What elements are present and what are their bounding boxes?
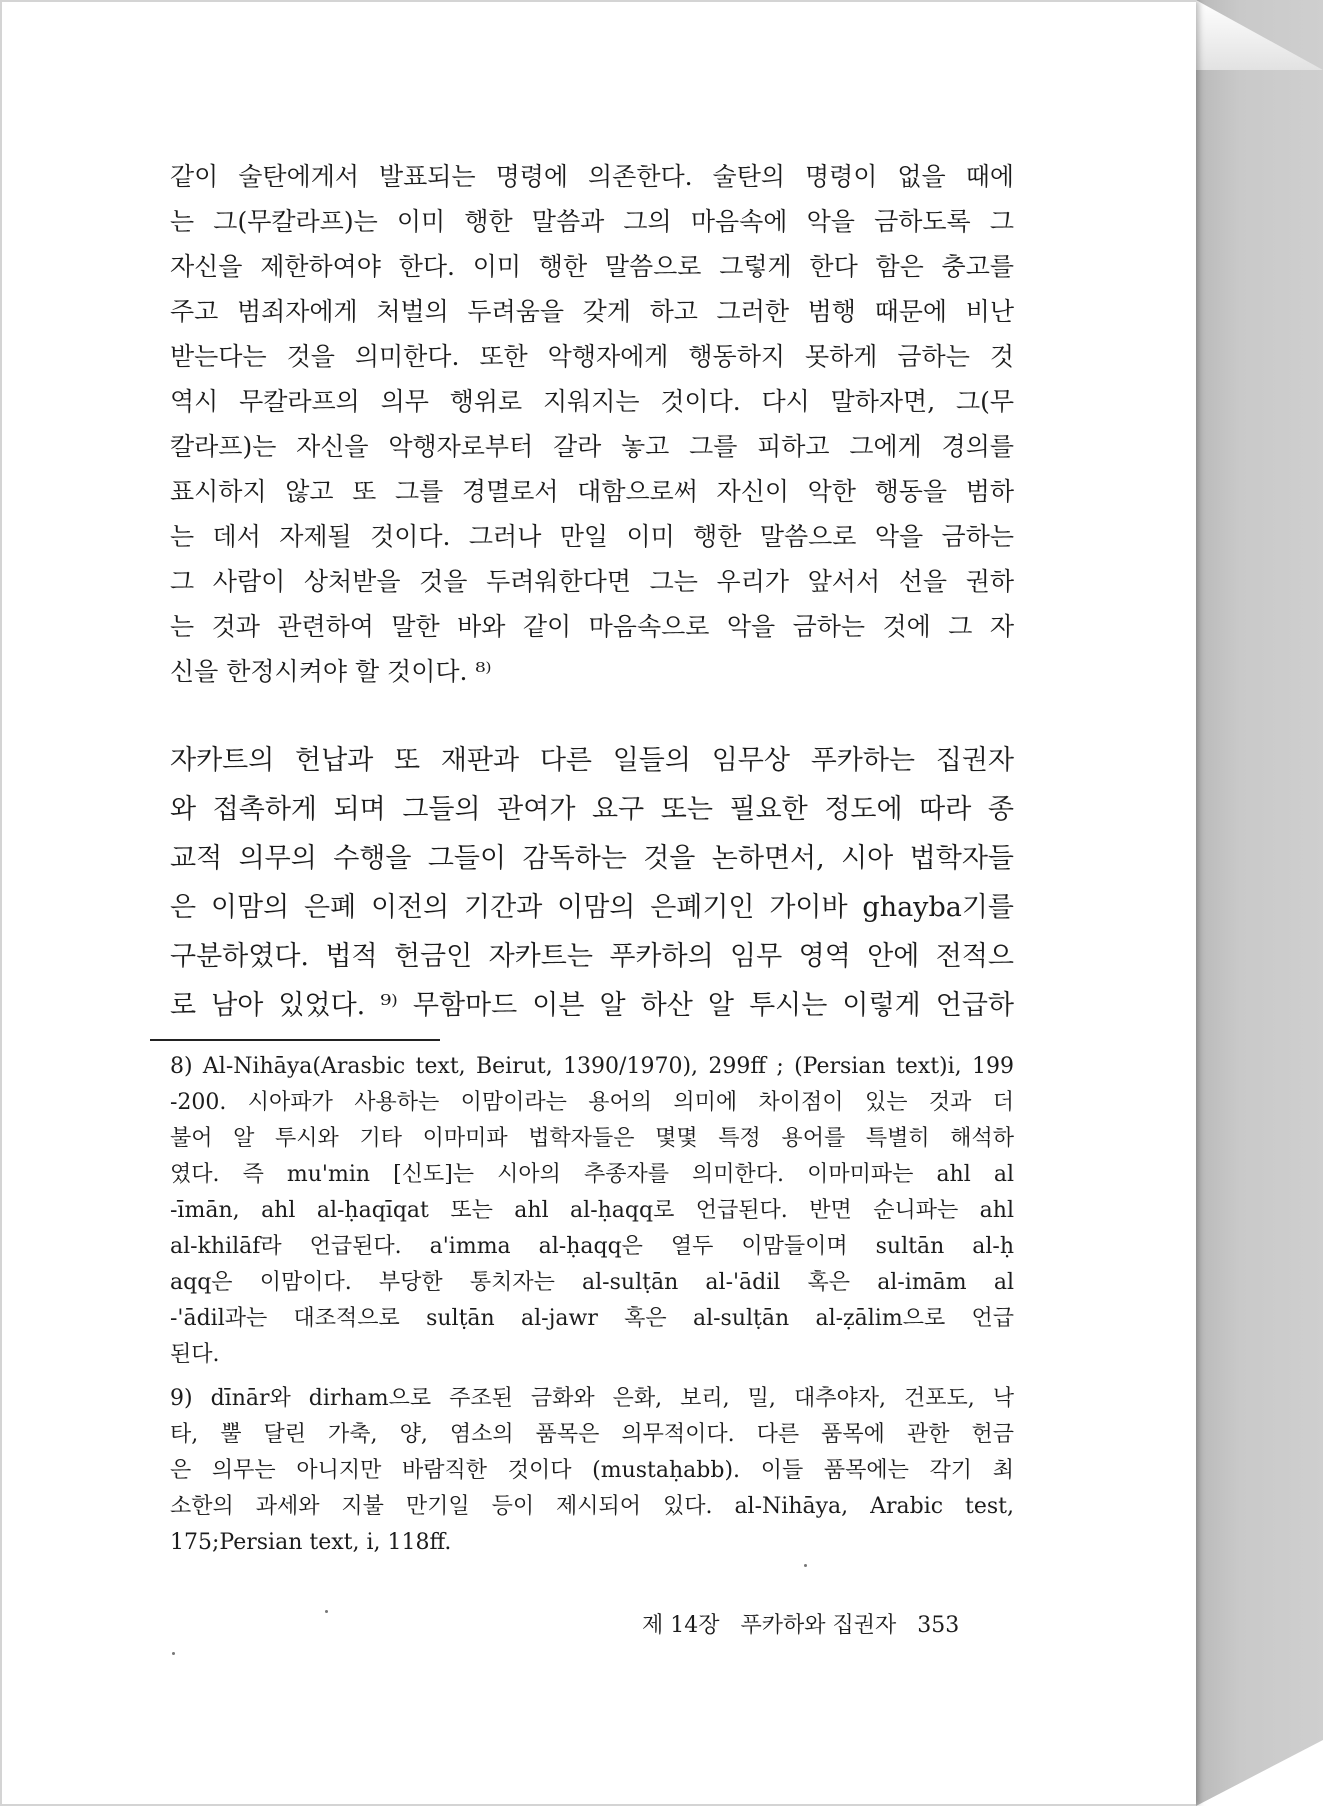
footnote-line: 된다. [170,1342,220,1367]
footnote-line: 였다. 즉 mu'min [신도]는 시아의 추종자를 의미한다. 이마미파는 ahl al [170,1162,1014,1187]
chapter-title: 푸카하와 집권자 [740,1613,897,1638]
footnote-line: -200. 시아파가 사용하는 이맘이라는 용어의 의미에 차이점이 있는 것과 더 [170,1090,1014,1115]
text-line: 표시하지 않고 또 그를 경멸로서 대함으로써 자신이 악한 행동을 범하 [170,477,1014,506]
book-spine [1196,0,1323,1806]
footnote-line: aqq은 이맘이다. 부당한 통치자는 al-sulṭān al-'ādil 혹은 al-imām al [170,1270,1014,1295]
speck [325,1610,328,1613]
footnote-line: 타, 뿔 달린 가축, 양, 염소의 품목은 의무적이다. 다른 품목에 관한 헌금 [170,1422,1014,1447]
text-line: 역시 무칼라프의 의무 행위로 지워지는 것이다. 다시 말하자면, 그(무 [170,387,1014,416]
text-line: 받는다는 것을 의미한다. 또한 악행자에게 행동하지 못하게 금하는 것 [170,342,1014,371]
footnote-line: al-khilāf라 언급된다. a'imma al-ḥaqq은 열두 이맘들이며 sultān al-ḥ [170,1234,1014,1259]
text-line: 교적 의무의 수행을 그들이 감독하는 것을 논하면서, 시아 법학자들 [170,843,1014,874]
running-footer [642,1608,973,1639]
text-line: 구분하였다. 법적 헌금인 자카트는 푸카하의 임무 영역 안에 전적으 [170,941,1014,972]
speck [172,1652,175,1655]
text-line: 그 사람이 상처받을 것을 두려워한다면 그는 우리가 앞서서 선을 권하 [170,567,1014,596]
text-line: 자카트의 헌납과 또 재판과 다른 일들의 임무상 푸카하는 집권자 [170,745,1014,776]
text-line: 자신을 제한하여야 한다. 이미 행한 말씀으로 그렇게 한다 함은 충고를 [170,252,1014,281]
footnote-line: 소한의 과세와 지불 만기일 등이 제시되어 있다. al-Nihāya, Arabic test, [170,1494,1014,1519]
text-line: 와 접촉하게 되며 그들의 관여가 요구 또는 필요한 정도에 따라 종 [170,794,1014,825]
footnote-divider [150,1039,440,1041]
text-line: 은 이맘의 은폐 이전의 기간과 이맘의 은폐기인 가이바 ghayba기를 [170,892,1014,923]
footnote-line: -'ādil과는 대조적으로 sulṭān al-jawr 혹은 al-sulṭān al-ẓālim으로 언급 [170,1306,1014,1331]
text-line: 신을 한정시켜야 할 것이다. ⁸⁾ [170,657,492,686]
text-line: 칼라프)는 자신을 악행자로부터 갈라 놓고 그를 피하고 그에게 경의를 [170,432,1014,461]
text-line: 로 남아 있었다. ⁹⁾ 무함마드 이븐 알 하산 알 투시는 이렇게 언급하 [170,990,1014,1021]
footnote-line: 은 의무는 아니지만 바람직한 것이다 (mustaḥabb). 이들 품목에는 각기 최 [170,1458,1014,1483]
text-line: 같이 술탄에게서 발표되는 명령에 의존한다. 술탄의 명령이 없을 때에 [170,162,1014,191]
footnote-line: 불어 알 투시와 기타 이마미파 법학자들은 몇몇 특정 용어를 특별히 해석하 [170,1126,1014,1151]
footnote-line: -īmān, ahl al-ḥaqīqat 또는 ahl al-ḥaqq로 언급된다. 반면 순니파는 ahl [170,1198,1014,1223]
footnote-line: 9) dīnār와 dirham으로 주조된 금화와 은화, 보리, 밀, 대추야자, 건포도, 낙 [170,1386,1014,1411]
footnote-line: 8) Al-Nihāya(Arasbic text, Beirut, 1390/1970), 299ff ; (Persian text)i, 199 [170,1054,1014,1079]
page-number: 353 [917,1613,960,1638]
text-line: 는 것과 관련하여 말한 바와 같이 마음속으로 악을 금하는 것에 그 자 [170,612,1014,641]
footnote-line: 175;Persian text, i, 118ff. [170,1530,452,1555]
chapter-label: 제 14장 [642,1613,720,1638]
speck [804,1564,807,1567]
text-line: 는 데서 자제될 것이다. 그러나 만일 이미 행한 말씀으로 악을 금하는 [170,522,1014,551]
text-line: 주고 범죄자에게 처벌의 두려움을 갖게 하고 그러한 범행 때문에 비난 [170,297,1014,326]
text-line: 는 그(무칼라프)는 이미 행한 말씀과 그의 마음속에 악을 금하도록 그 [170,207,1014,236]
